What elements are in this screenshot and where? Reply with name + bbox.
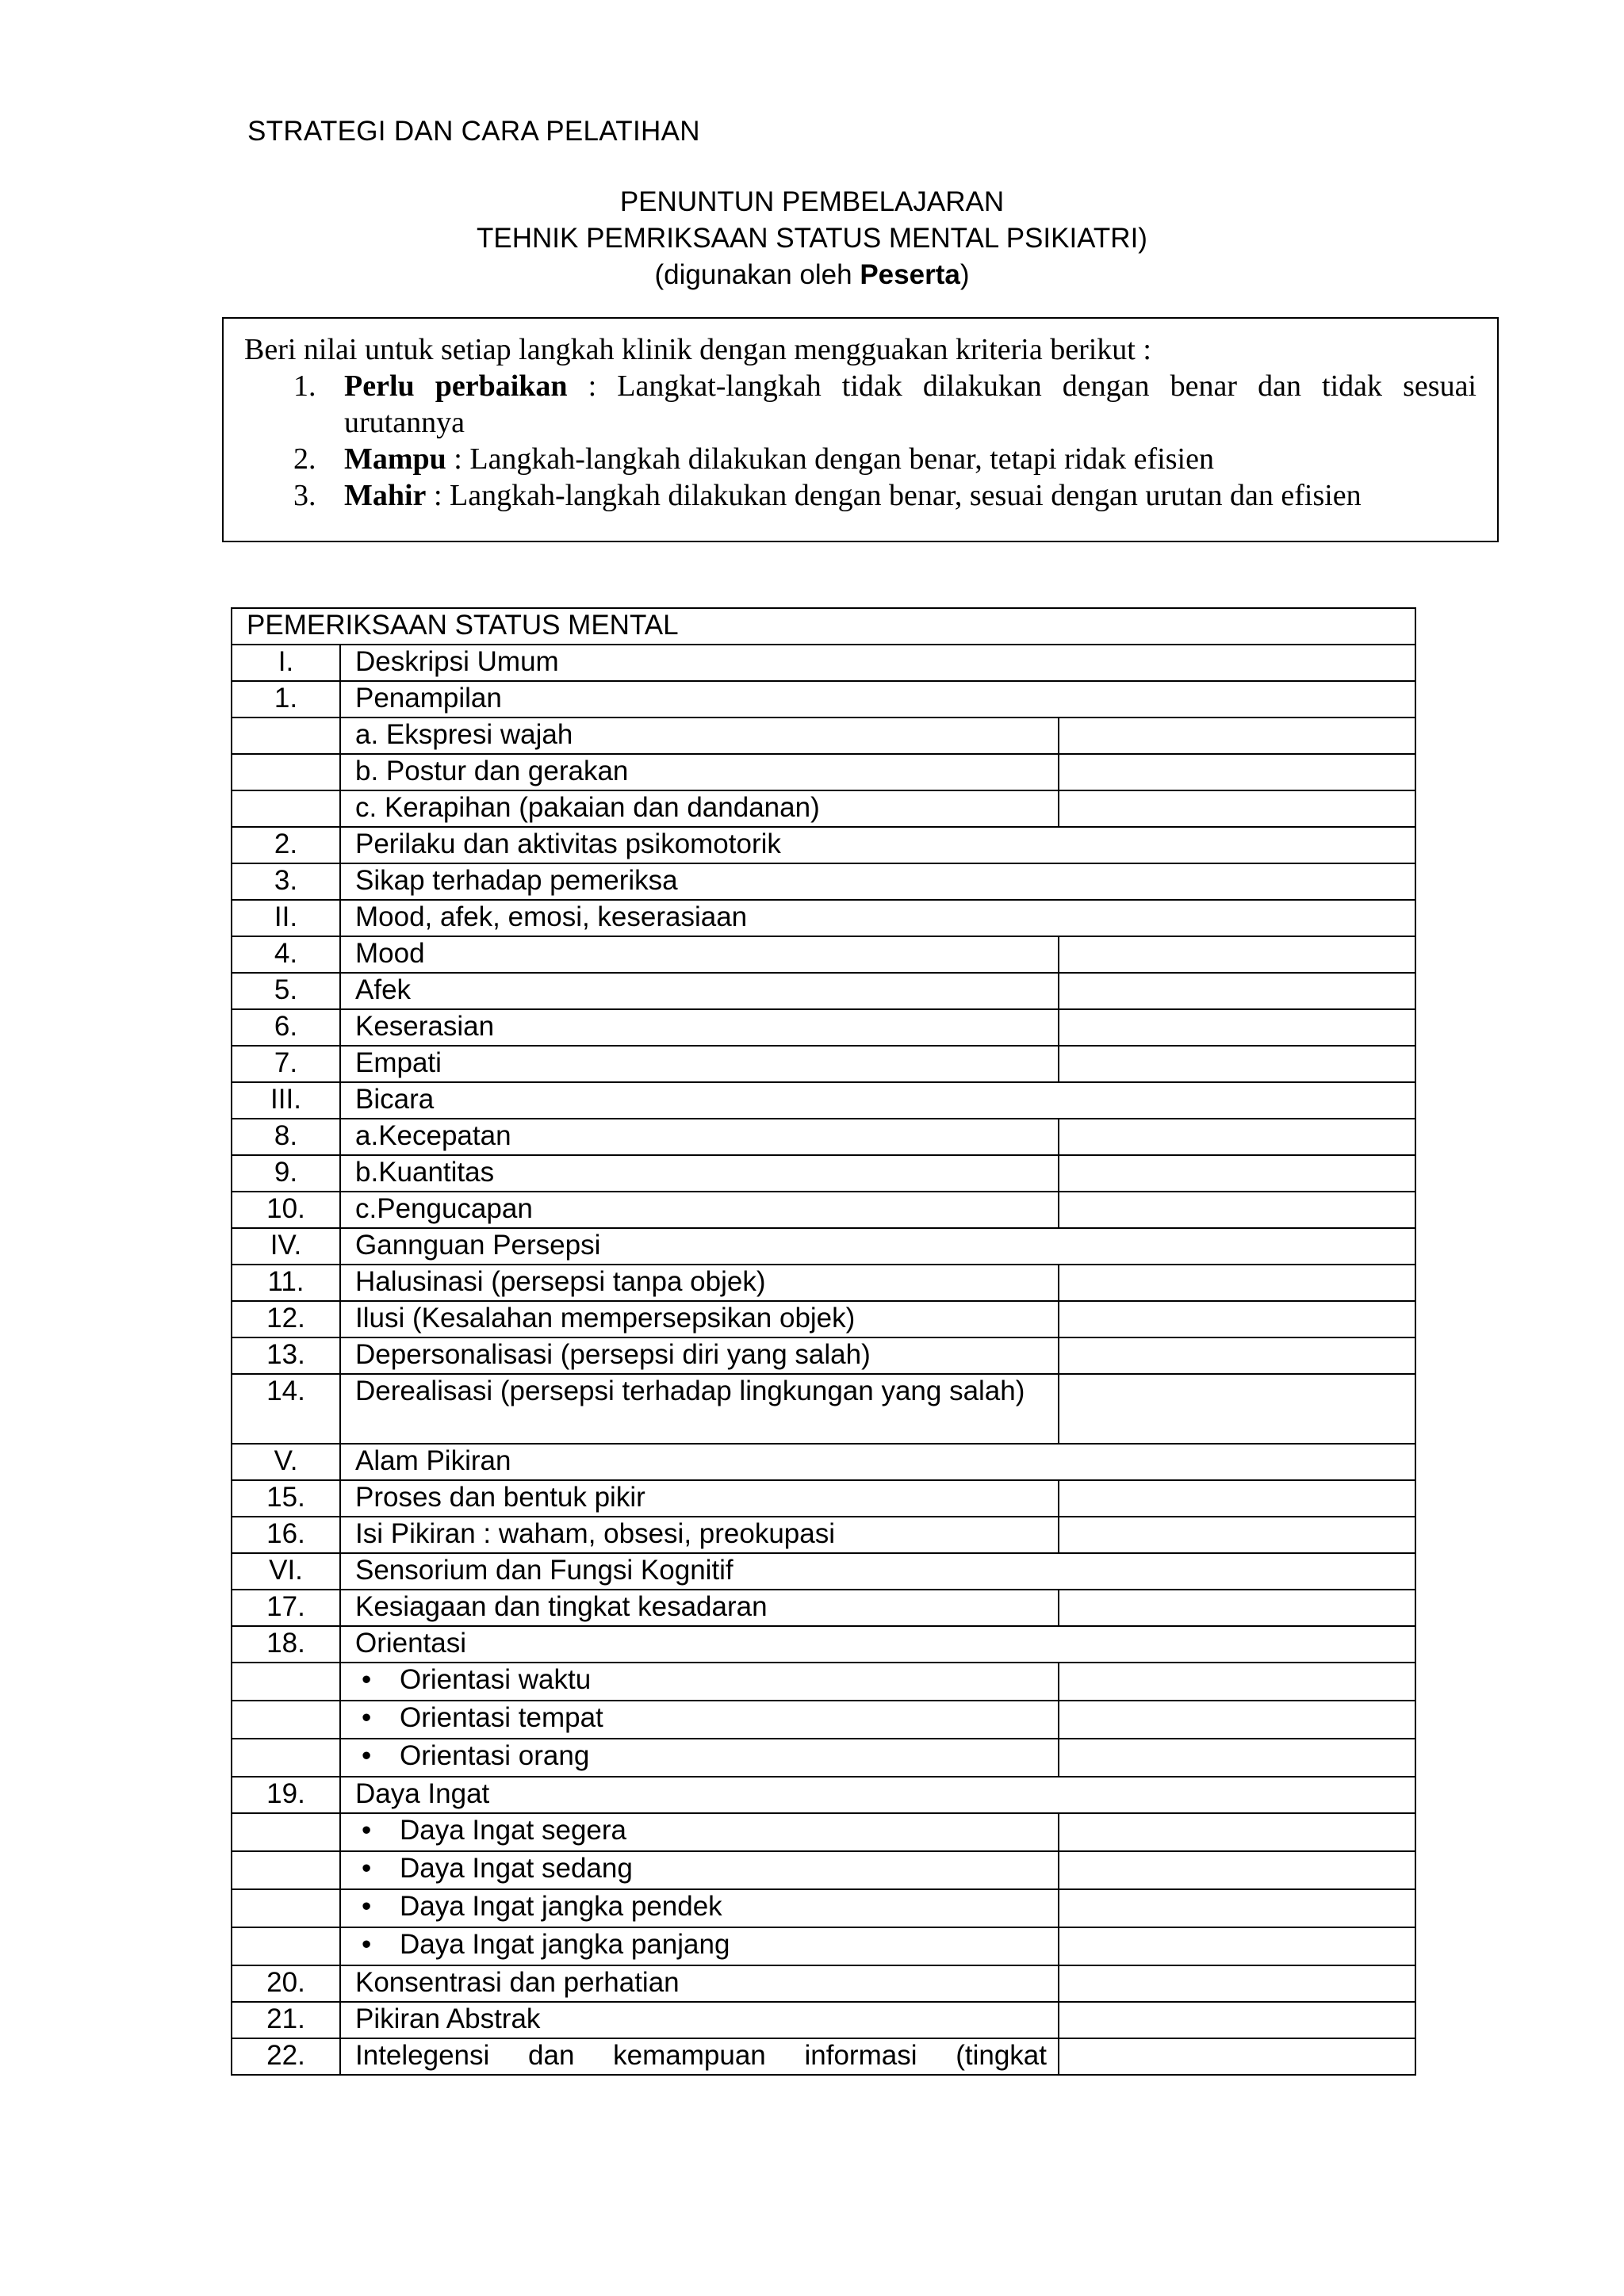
row-number: VI. bbox=[232, 1553, 340, 1590]
criteria-item-desc: : Langkah-langkah dilakukan dengan benar, tetapi ridak efisien bbox=[446, 442, 1214, 476]
row-label: Mood bbox=[340, 936, 1059, 973]
row-number: 19. bbox=[232, 1777, 340, 1813]
row-number: 2. bbox=[232, 827, 340, 863]
row-label: Empati bbox=[340, 1046, 1059, 1082]
table-row bbox=[232, 1228, 1415, 1265]
score-cell[interactable] bbox=[1059, 2002, 1415, 2038]
row-label-text: Daya Ingat jangka pendek bbox=[400, 1891, 722, 1922]
row-number: 17. bbox=[232, 1590, 340, 1626]
bullet-icon: • bbox=[362, 1702, 372, 1733]
row-label: Ilusi (Kesalahan mempersepsikan objek) bbox=[340, 1301, 1059, 1337]
score-cell[interactable] bbox=[1059, 1009, 1415, 1046]
row-label bbox=[340, 1927, 1059, 1965]
row-number bbox=[232, 1851, 340, 1889]
title-line-3 bbox=[0, 257, 1624, 293]
table-row bbox=[232, 2002, 1415, 2038]
table-row bbox=[232, 1444, 1415, 1480]
table-header: PEMERIKSAAN STATUS MENTAL bbox=[232, 608, 1415, 645]
score-cell[interactable] bbox=[1059, 1739, 1415, 1777]
table-row bbox=[232, 1009, 1415, 1046]
table-row bbox=[232, 2038, 1415, 2075]
row-label: Derealisasi (persepsi terhadap lingkungan yang salah) bbox=[340, 1374, 1059, 1444]
score-cell[interactable] bbox=[1059, 1590, 1415, 1626]
criteria-item-number: 3. bbox=[293, 479, 316, 512]
table-row bbox=[232, 1701, 1415, 1739]
table-row bbox=[232, 1965, 1415, 2002]
table-row bbox=[232, 1813, 1415, 1851]
grading-criteria-box bbox=[222, 317, 1499, 542]
row-number: 15. bbox=[232, 1480, 340, 1517]
row-number bbox=[232, 1889, 340, 1927]
table-row bbox=[232, 1777, 1415, 1813]
row-label-text: Orientasi waktu bbox=[400, 1664, 592, 1695]
row-label bbox=[340, 1739, 1059, 1777]
score-cell[interactable] bbox=[1059, 1965, 1415, 2002]
bullet-icon: • bbox=[362, 1664, 372, 1695]
row-number bbox=[232, 754, 340, 790]
table-row bbox=[232, 1301, 1415, 1337]
row-number: IV. bbox=[232, 1228, 340, 1265]
row-number: 9. bbox=[232, 1155, 340, 1192]
score-cell[interactable] bbox=[1059, 1301, 1415, 1337]
score-cell[interactable] bbox=[1059, 1480, 1415, 1517]
criteria-intro: Beri nilai untuk setiap langkah klinik dengan mengguakan kriteria berikut : bbox=[244, 333, 1151, 366]
row-number: 12. bbox=[232, 1301, 340, 1337]
criteria-item-text bbox=[344, 477, 1477, 514]
score-cell[interactable] bbox=[1059, 718, 1415, 754]
title-line-2: TEHNIK PEMRIKSAAN STATUS MENTAL PSIKIATRI) bbox=[477, 223, 1147, 254]
score-cell[interactable] bbox=[1059, 1701, 1415, 1739]
table-row bbox=[232, 1663, 1415, 1701]
row-number bbox=[232, 1813, 340, 1851]
bullet-icon: • bbox=[362, 1740, 372, 1771]
row-number bbox=[232, 1701, 340, 1739]
row-number bbox=[232, 1927, 340, 1965]
score-cell[interactable] bbox=[1059, 1374, 1415, 1444]
score-cell[interactable] bbox=[1059, 1663, 1415, 1701]
score-cell[interactable] bbox=[1059, 936, 1415, 973]
row-number bbox=[232, 1739, 340, 1777]
row-label: Depersonalisasi (persepsi diri yang salah) bbox=[340, 1337, 1059, 1374]
row-number: 16. bbox=[232, 1517, 340, 1553]
table-row bbox=[232, 1046, 1415, 1082]
bullet-icon: • bbox=[362, 1891, 372, 1922]
criteria-item-desc: : Langkat-langkah tidak dilakukan dengan benar dan tidak sesuai bbox=[567, 369, 1477, 403]
row-label bbox=[340, 1701, 1059, 1739]
row-label: Orientasi bbox=[340, 1626, 1415, 1663]
row-label: Kesiagaan dan tingkat kesadaran bbox=[340, 1590, 1059, 1626]
row-label-text: Daya Ingat segera bbox=[400, 1815, 627, 1846]
score-cell[interactable] bbox=[1059, 973, 1415, 1009]
table-row bbox=[232, 1553, 1415, 1590]
bullet-icon: • bbox=[362, 1853, 372, 1884]
row-number: 21. bbox=[232, 2002, 340, 2038]
table-row bbox=[232, 973, 1415, 1009]
mental-status-table bbox=[231, 607, 1416, 2076]
table-row bbox=[232, 754, 1415, 790]
score-cell[interactable] bbox=[1059, 754, 1415, 790]
title-line-3-role: Peserta bbox=[860, 259, 960, 290]
row-label: Deskripsi Umum bbox=[340, 645, 1415, 681]
row-number: II. bbox=[232, 900, 340, 936]
table-row bbox=[232, 790, 1415, 827]
document-title bbox=[0, 184, 1624, 293]
row-number bbox=[232, 790, 340, 827]
row-number: 3. bbox=[232, 863, 340, 900]
criteria-item-term: Mahir bbox=[344, 479, 427, 512]
table-row bbox=[232, 681, 1415, 718]
row-number bbox=[232, 1663, 340, 1701]
row-label: b. Postur dan gerakan bbox=[340, 754, 1059, 790]
row-label: Bicara bbox=[340, 1082, 1415, 1119]
row-label-text: Orientasi orang bbox=[400, 1740, 590, 1771]
row-label: Sensorium dan Fungsi Kognitif bbox=[340, 1553, 1415, 1590]
table-row bbox=[232, 1517, 1415, 1553]
table-row bbox=[232, 936, 1415, 973]
row-label: c.Pengucapan bbox=[340, 1192, 1059, 1228]
criteria-item-term: Mampu bbox=[344, 442, 446, 476]
score-cell[interactable] bbox=[1059, 1337, 1415, 1374]
criteria-item-number: 1. bbox=[293, 369, 316, 403]
table-row bbox=[232, 863, 1415, 900]
row-label: Halusinasi (persepsi tanpa objek) bbox=[340, 1265, 1059, 1301]
row-number: 4. bbox=[232, 936, 340, 973]
row-label: Proses dan bentuk pikir bbox=[340, 1480, 1059, 1517]
table-row bbox=[232, 1337, 1415, 1374]
row-number: 10. bbox=[232, 1192, 340, 1228]
table-row bbox=[232, 645, 1415, 681]
criteria-item-text bbox=[344, 441, 1477, 477]
criteria-item-number: 2. bbox=[293, 442, 316, 476]
table-row bbox=[232, 1480, 1415, 1517]
row-number: 22. bbox=[232, 2038, 340, 2075]
table-row bbox=[232, 827, 1415, 863]
table-header-row bbox=[232, 608, 1415, 645]
table-row bbox=[232, 1192, 1415, 1228]
score-cell[interactable] bbox=[1059, 1192, 1415, 1228]
row-label bbox=[340, 1851, 1059, 1889]
row-number: 11. bbox=[232, 1265, 340, 1301]
row-label: b.Kuantitas bbox=[340, 1155, 1059, 1192]
table-row bbox=[232, 1626, 1415, 1663]
row-label-text: Orientasi tempat bbox=[400, 1702, 603, 1733]
score-cell[interactable] bbox=[1059, 1517, 1415, 1553]
table-row bbox=[232, 1082, 1415, 1119]
criteria-item-desc-continued: urutannya bbox=[344, 406, 465, 439]
row-label: Gannguan Persepsi bbox=[340, 1228, 1415, 1265]
row-number: 6. bbox=[232, 1009, 340, 1046]
row-number: 5. bbox=[232, 973, 340, 1009]
criteria-item-term: Perlu perbaikan bbox=[344, 369, 568, 403]
score-cell[interactable] bbox=[1059, 1265, 1415, 1301]
row-label: Konsentrasi dan perhatian bbox=[340, 1965, 1059, 2002]
section-heading: STRATEGI DAN CARA PELATIHAN bbox=[247, 116, 700, 147]
row-number: 8. bbox=[232, 1119, 340, 1155]
row-label-text: Daya Ingat sedang bbox=[400, 1853, 633, 1884]
row-number: 7. bbox=[232, 1046, 340, 1082]
score-cell[interactable] bbox=[1059, 1851, 1415, 1889]
table-row bbox=[232, 1265, 1415, 1301]
row-label: Intelegensi dan kemampuan informasi (tingkat bbox=[340, 2038, 1059, 2075]
row-number: 1. bbox=[232, 681, 340, 718]
row-number: III. bbox=[232, 1082, 340, 1119]
criteria-item-desc: : Langkah-langkah dilakukan dengan benar, sesuai dengan urutan dan efisien bbox=[426, 479, 1362, 512]
row-number: 18. bbox=[232, 1626, 340, 1663]
score-cell[interactable] bbox=[1059, 1046, 1415, 1082]
row-label: Penampilan bbox=[340, 681, 1415, 718]
row-label bbox=[340, 1889, 1059, 1927]
row-number: 20. bbox=[232, 1965, 340, 2002]
table-row bbox=[232, 1927, 1415, 1965]
row-number: V. bbox=[232, 1444, 340, 1480]
row-label: a. Ekspresi wajah bbox=[340, 718, 1059, 754]
row-label: Mood, afek, emosi, keserasiaan bbox=[340, 900, 1415, 936]
row-label bbox=[340, 1813, 1059, 1851]
score-cell[interactable] bbox=[1059, 1927, 1415, 1965]
row-label-text: Daya Ingat jangka panjang bbox=[400, 1929, 730, 1960]
row-label: Pikiran Abstrak bbox=[340, 2002, 1059, 2038]
title-line-1: PENUNTUN PEMBELAJARAN bbox=[619, 186, 1005, 217]
row-number: I. bbox=[232, 645, 340, 681]
bullet-icon: • bbox=[362, 1815, 372, 1846]
table-row bbox=[232, 1155, 1415, 1192]
title-line-3-prefix: (digunakan oleh bbox=[654, 259, 860, 290]
row-label bbox=[340, 1663, 1059, 1701]
table-row bbox=[232, 1739, 1415, 1777]
row-label: a.Kecepatan bbox=[340, 1119, 1059, 1155]
row-label: Keserasian bbox=[340, 1009, 1059, 1046]
table-row bbox=[232, 718, 1415, 754]
row-number: 13. bbox=[232, 1337, 340, 1374]
row-number bbox=[232, 718, 340, 754]
title-line-3-suffix: ) bbox=[959, 259, 970, 290]
score-cell[interactable] bbox=[1059, 1119, 1415, 1155]
row-label: Perilaku dan aktivitas psikomotorik bbox=[340, 827, 1415, 863]
score-cell[interactable] bbox=[1059, 2038, 1415, 2075]
table-row bbox=[232, 1851, 1415, 1889]
table-row bbox=[232, 1889, 1415, 1927]
row-number: 14. bbox=[232, 1374, 340, 1444]
score-cell[interactable] bbox=[1059, 1889, 1415, 1927]
score-cell[interactable] bbox=[1059, 790, 1415, 827]
table-row bbox=[232, 900, 1415, 936]
table-row bbox=[232, 1590, 1415, 1626]
row-label: Sikap terhadap pemeriksa bbox=[340, 863, 1415, 900]
table-row bbox=[232, 1119, 1415, 1155]
row-label: Isi Pikiran : waham, obsesi, preokupasi bbox=[340, 1517, 1059, 1553]
table-row bbox=[232, 1374, 1415, 1444]
row-label: c. Kerapihan (pakaian dan dandanan) bbox=[340, 790, 1059, 827]
bullet-icon: • bbox=[362, 1929, 372, 1960]
row-label: Alam Pikiran bbox=[340, 1444, 1415, 1480]
score-cell[interactable] bbox=[1059, 1813, 1415, 1851]
row-label: Afek bbox=[340, 973, 1059, 1009]
criteria-item-text bbox=[344, 368, 1477, 404]
score-cell[interactable] bbox=[1059, 1155, 1415, 1192]
row-label: Daya Ingat bbox=[340, 1777, 1415, 1813]
